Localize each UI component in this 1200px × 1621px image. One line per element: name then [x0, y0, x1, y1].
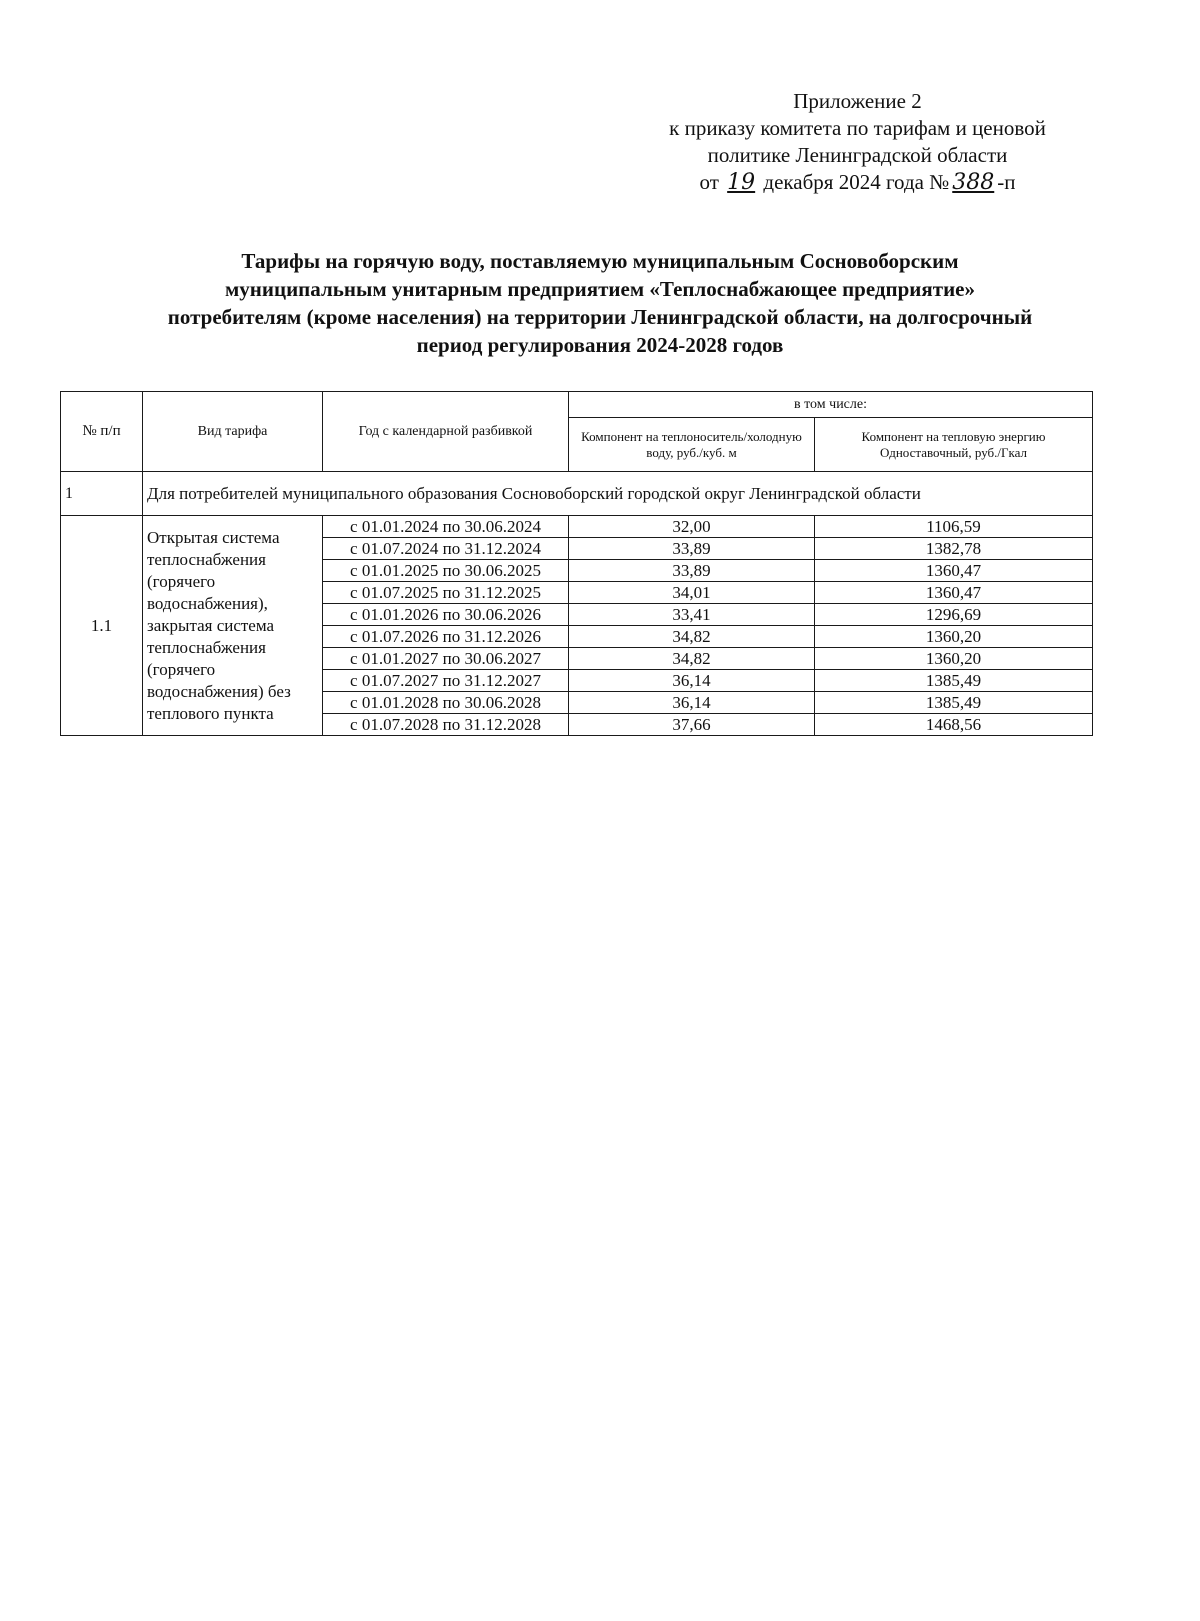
- tariff-table: [60, 391, 1093, 736]
- heat-component-cell: 1106,59: [815, 516, 1093, 538]
- heat-component-cell: 1382,78: [815, 538, 1093, 560]
- appendix-committee-line: политике Ленинградской области: [707, 143, 1008, 167]
- header-num: № п/п: [61, 392, 143, 472]
- period-cell: с 01.07.2025 по 31.12.2025: [323, 582, 569, 604]
- water-component-cell: 36,14: [569, 670, 815, 692]
- heat-component-cell: 1468,56: [815, 714, 1093, 736]
- water-component-cell: 36,14: [569, 692, 815, 714]
- water-component-cell: 34,82: [569, 626, 815, 648]
- header-component-heat: Компонент на тепловую энергию Одноставочный, руб./Гкал: [815, 418, 1093, 472]
- appendix-title: Приложение 2: [793, 89, 922, 113]
- heat-component-cell: 1296,69: [815, 604, 1093, 626]
- water-component-cell: 37,66: [569, 714, 815, 736]
- appendix-order-line: к приказу комитета по тарифам и ценовой: [669, 116, 1046, 140]
- period-cell: с 01.01.2024 по 30.06.2024: [323, 516, 569, 538]
- appendix-header: [600, 88, 1115, 196]
- handwritten-order-number: 388: [952, 170, 995, 195]
- handwritten-day: 19: [727, 170, 756, 195]
- heat-component-cell: 1360,47: [815, 582, 1093, 604]
- heat-component-cell: 1385,49: [815, 670, 1093, 692]
- period-cell: с 01.01.2028 по 30.06.2028: [323, 692, 569, 714]
- period-cell: с 01.07.2024 по 31.12.2024: [323, 538, 569, 560]
- group-description: Для потребителей муниципального образования Сосновоборский городской округ Ленинградской области: [143, 472, 1093, 516]
- section-number: 1.1: [61, 516, 143, 736]
- order-suffix: -п: [997, 170, 1016, 194]
- date-prefix: от: [699, 170, 719, 194]
- header-component-water: Компонент на теплоноситель/холодную воду, руб./куб. м: [569, 418, 815, 472]
- appendix-date-line: [600, 169, 1115, 196]
- title-line-4: период регулирования 2024-2028 годов: [416, 333, 784, 357]
- water-component-cell: 32,00: [569, 516, 815, 538]
- date-middle: декабря 2024 года №: [763, 170, 950, 194]
- water-component-cell: 33,89: [569, 538, 815, 560]
- heat-component-cell: 1360,20: [815, 648, 1093, 670]
- group-number: 1: [61, 472, 143, 516]
- heat-component-cell: 1360,20: [815, 626, 1093, 648]
- heat-component-cell: 1385,49: [815, 692, 1093, 714]
- period-cell: с 01.07.2027 по 31.12.2027: [323, 670, 569, 692]
- heat-component-cell: 1360,47: [815, 560, 1093, 582]
- period-cell: с 01.07.2028 по 31.12.2028: [323, 714, 569, 736]
- period-cell: с 01.07.2026 по 31.12.2026: [323, 626, 569, 648]
- title-line-2: муниципальным унитарным предприятием «Теплоснабжающее предприятие»: [224, 277, 976, 301]
- group-row: [61, 472, 1093, 516]
- header-year: Год с календарной разбивкой: [323, 392, 569, 472]
- title-line-1: Тарифы на горячую воду, поставляемую муниципальным Сосновоборским: [241, 249, 959, 273]
- table-row: [61, 516, 1093, 538]
- water-component-cell: 34,82: [569, 648, 815, 670]
- water-component-cell: 33,41: [569, 604, 815, 626]
- document-title: [60, 247, 1140, 359]
- water-component-cell: 33,89: [569, 560, 815, 582]
- tariff-kind: Открытая система теплоснабжения (горячего водоснабжения), закрытая система теплоснабжения (горячего водоснабжения) без теплового пункта: [143, 516, 323, 736]
- period-cell: с 01.01.2026 по 30.06.2026: [323, 604, 569, 626]
- header-including: в том числе:: [569, 392, 1093, 418]
- period-cell: с 01.01.2025 по 30.06.2025: [323, 560, 569, 582]
- header-kind: Вид тарифа: [143, 392, 323, 472]
- water-component-cell: 34,01: [569, 582, 815, 604]
- period-cell: с 01.01.2027 по 30.06.2027: [323, 648, 569, 670]
- title-line-3: потребителям (кроме населения) на территории Ленинградской области, на долгосрочный: [167, 305, 1033, 329]
